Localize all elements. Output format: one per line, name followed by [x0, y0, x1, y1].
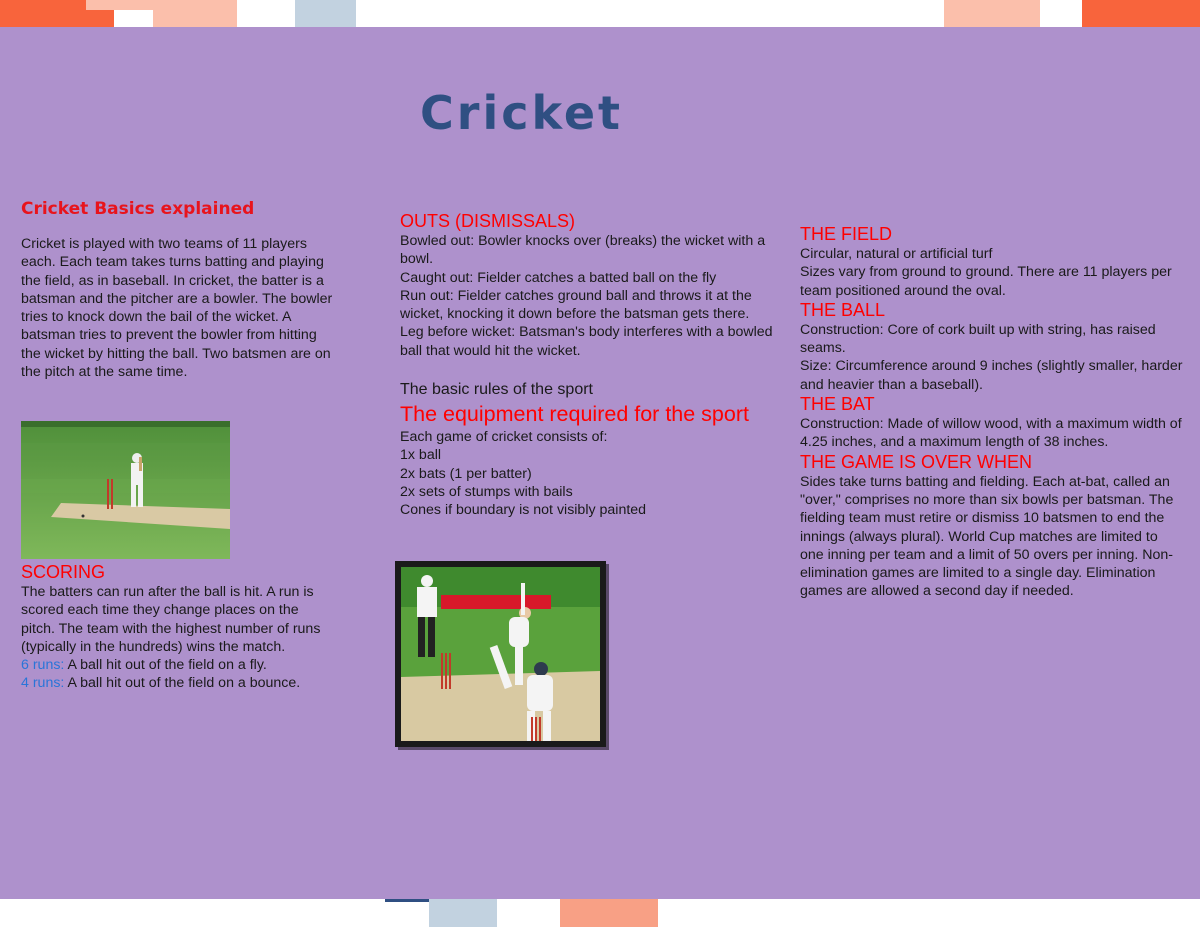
game-over-body: Sides take turns batting and fielding. Each at-bat, called an "over," comprises no more than six bowls per batsman. The fielding team must retire or dismiss 10 batsmen to end the innings (always plural). World Cup matches are limited to one inning per team and a limit of 50 overs per inning. Non-elimination games are limited to a single day. Elimination games are allowed a second day if needed. [800, 473, 1174, 600]
bat-line: Construction: Made of willow wood, with a maximum width of 4.25 inches, and a maximum length of 38 inches. [800, 416, 1182, 451]
deco-bar-top-peach [153, 0, 237, 27]
basics-heading: Cricket Basics explained [21, 199, 255, 219]
bat-heading: THE BAT [800, 394, 875, 415]
equipment-heading: The equipment required for the sport [400, 402, 749, 427]
column-outs-equipment [400, 211, 780, 567]
field-line: Circular, natural or artificial turf [800, 246, 993, 262]
basics-body: Cricket is played with two teams of 11 players each. Each team takes turns batting and playing the field, as in baseball. In cricket, the batter is a batsman and the pitcher are a bowler. The bowler tries to knock down the bail of the wicket. A batsman tries to prevent the bowler from hitting the wicket by hitting the ball. Two batsmen are on the pitch at the same time. [21, 236, 333, 381]
deco-bar-bottom-line [385, 899, 429, 902]
ball-heading: THE BALL [800, 299, 886, 320]
outs-item: Run out: Fielder catches ground ball and throws it at the wicket, knocking it down before the batsman gets there. [400, 287, 752, 323]
outs-heading: OUTS (DISMISSALS) [400, 211, 576, 231]
ball-line: Construction: Core of cork built up with string, has raised seams. [800, 321, 1156, 357]
scoring-body: The batters can run after the ball is hit. A run is scored each time they change places on the pitch. The team with the highest number of runs (typically in the hundreds) wins the match. [21, 584, 321, 655]
outs-item: Caught out: Fielder catches a batted ball on the fly [400, 269, 717, 286]
deco-bar-bottom-salmon [560, 899, 658, 927]
deco-bar-top-orange-right [1082, 0, 1200, 27]
page-title: Cricket [420, 86, 624, 140]
scoring-four [21, 674, 333, 692]
outs-item: Leg before wicket: Batsman's body interferes with a bowled ball that would hit the wicket. [400, 324, 773, 359]
equipment-item: Cones if boundary is not visibly painted [400, 502, 647, 519]
deco-bar-top-slate [295, 0, 356, 27]
equipment-intro: Each game of cricket consists of: [400, 429, 608, 446]
six-runs-label: 6 runs: [21, 657, 65, 674]
game-over-heading: THE GAME IS OVER WHEN [800, 451, 1033, 472]
ball-line: Size: Circumference around 9 inches (slightly smaller, harder and heavier than a baseball). [800, 358, 1183, 393]
equipment-item: 2x bats (1 per batter) [400, 465, 532, 482]
column-basics [21, 197, 333, 381]
six-runs-text: A ball hit out of the field on a fly. [64, 657, 267, 674]
scoring-heading: SCORING [21, 562, 106, 582]
scoring-six [21, 656, 333, 674]
outs-item: Bowled out: Bowler knocks over (breaks) the wicket with a bowl. [400, 233, 766, 268]
field-line: Sizes vary from ground to ground. There are 11 players per team positioned around the oval. [800, 264, 1172, 299]
equipment-item: 1x ball [400, 447, 442, 464]
batsman-photo [21, 421, 230, 559]
four-runs-label: 4 runs: [21, 675, 65, 692]
field-heading: THE FIELD [800, 224, 893, 244]
column-field-ball-bat [800, 224, 1185, 601]
basic-rules-subtitle: The basic rules of the sport [400, 381, 593, 399]
column-scoring [21, 562, 333, 693]
deco-bar-bottom-slate [429, 899, 497, 927]
bowler-photo [395, 561, 606, 747]
four-runs-text: A ball hit out of the field on a bounce. [64, 675, 301, 692]
equipment-item: 2x sets of stumps with bails [400, 483, 573, 500]
deco-bar-top-peach-right [944, 0, 1040, 27]
